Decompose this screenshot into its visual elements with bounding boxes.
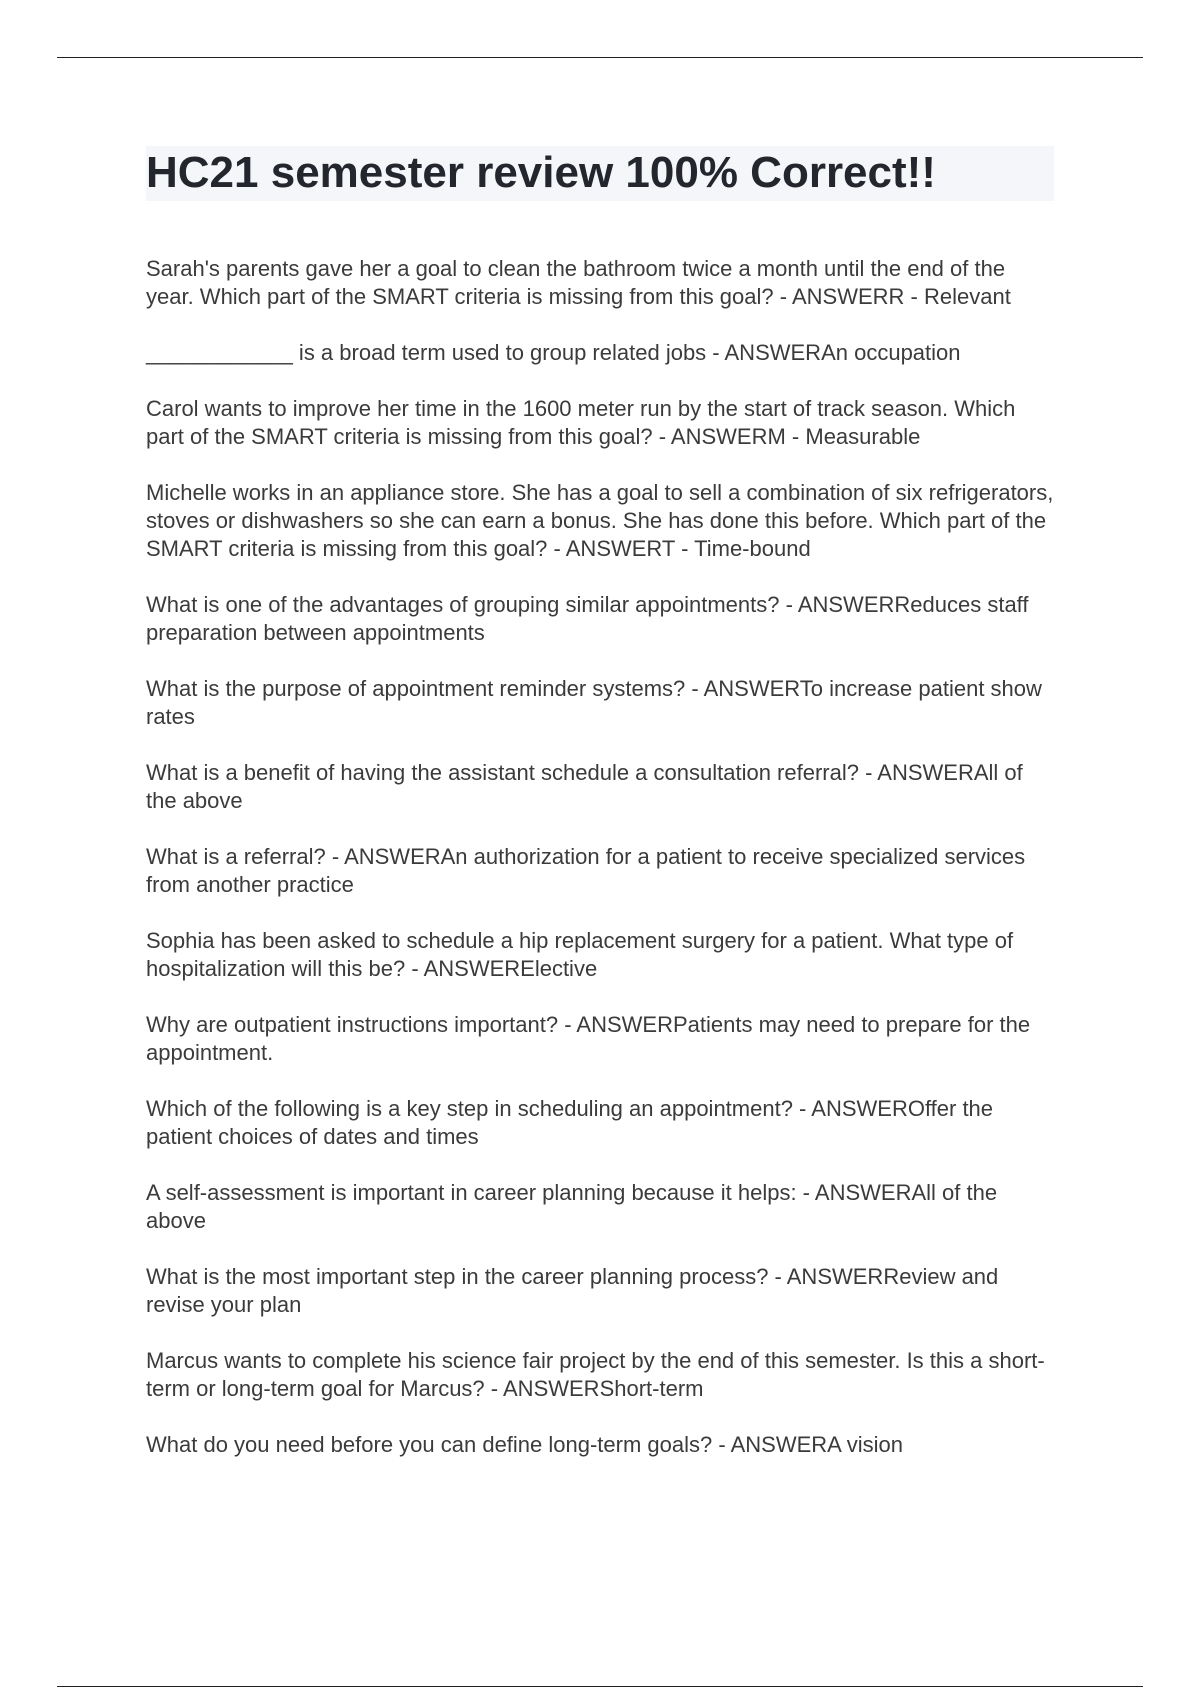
qa-item: What is a benefit of having the assistant schedule a consultation referral? - ANSWERAll of the above <box>146 760 1023 813</box>
bottom-rule <box>57 1686 1143 1687</box>
qa-item: Which of the following is a key step in scheduling an appointment? - ANSWEROffer the patient choices of dates and times <box>146 1096 994 1149</box>
qa-item: Sophia has been asked to schedule a hip replacement surgery for a patient. What type of hospitalization will this be? - ANSWERElective <box>146 928 1014 981</box>
qa-item: Sarah's parents gave her a goal to clean the bathroom twice a month until the end of the year. Which part of the SMART criteria is missing from this goal? - ANSWERR - Relevant <box>146 256 1011 309</box>
qa-item: What is a referral? - ANSWERAn authorization for a patient to receive specialized services from another practice <box>146 844 1026 897</box>
qa-item: Carol wants to improve her time in the 1600 meter run by the start of track season. Which part of the SMART criteria is missing from this goal? - ANSWERM - Measurable <box>146 396 1016 449</box>
qa-item: ____________ is a broad term used to group related jobs - ANSWERAn occupation <box>146 340 961 365</box>
qa-item: Why are outpatient instructions important? - ANSWERPatients may need to prepare for the appointment. <box>146 1012 1031 1065</box>
qa-item: What is the purpose of appointment reminder systems? - ANSWERTo increase patient show rates <box>146 676 1042 729</box>
qa-item: Marcus wants to complete his science fair project by the end of this semester. Is this a short-term or long-term goal for Marcus? - ANSWERShort-term <box>146 1348 1045 1401</box>
qa-item: What do you need before you can define long-term goals? - ANSWERA vision <box>146 1432 903 1457</box>
qa-item: Michelle works in an appliance store. She has a goal to sell a combination of six refrigerators, stoves or dishwashers so she can earn a bonus. She has done this before. Which part of the SMART criteria is missing from this goal? - ANSWERT - Time-bound <box>146 480 1054 561</box>
qa-list <box>146 255 1058 1487</box>
qa-item: What is the most important step in the career planning process? - ANSWERReview and revise your plan <box>146 1264 999 1317</box>
qa-item: A self-assessment is important in career planning because it helps: - ANSWERAll of the above <box>146 1180 998 1233</box>
qa-item: What is one of the advantages of grouping similar appointments? - ANSWERReduces staff preparation between appointments <box>146 592 1029 645</box>
top-rule <box>57 57 1143 58</box>
document-title: HC21 semester review 100% Correct!! <box>146 148 936 197</box>
